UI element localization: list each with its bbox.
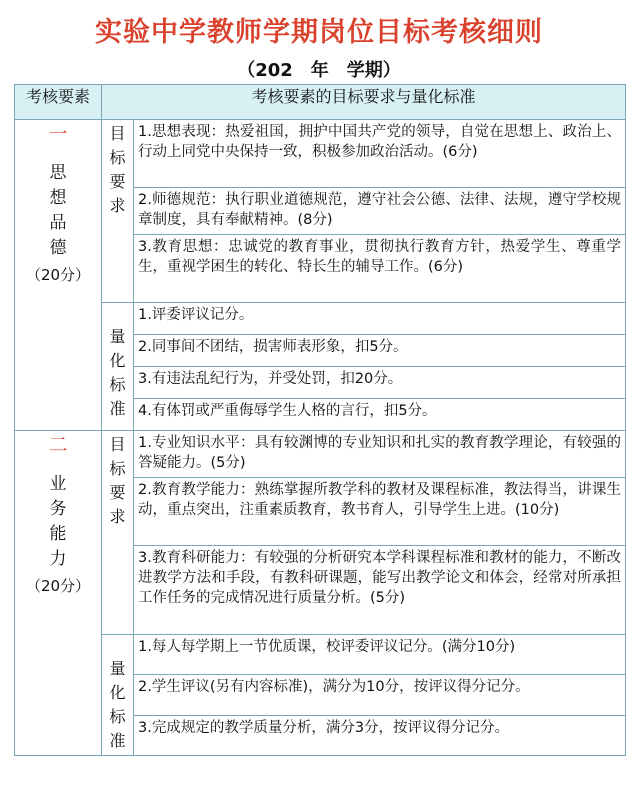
- target-item: 2.教育教学能力：熟练掌握所教学科的教材及课程标准，教法得当，讲课生动，重点突出，注重素质教育，教书育人，引导学生上进。(10分): [134, 478, 626, 546]
- quant-item: 1.评委评议记分。: [134, 303, 626, 335]
- category-name: 业 务 能 力: [49, 474, 67, 569]
- quant-item: 3.完成规定的教学质量分析，满分3分，按评议得分记分。: [134, 715, 626, 755]
- quant-label-cell: 量 化 标 准: [102, 635, 134, 756]
- target-item: 2.师德规范：执行职业道德规范，遵守社会公德、法律、法规，遵守学校规章制度，具有奉献精神。(8分): [134, 188, 626, 235]
- category-number: 一: [48, 123, 68, 145]
- quant-item: 1.每人每学期上一节优质课，校评委评议记分。(满分10分): [134, 635, 626, 675]
- target-item: 3.教育思想：忠诚党的教育事业，贯彻执行教育方针，热爱学生、尊重学生，重视学困生的转化、特长生的辅导工作。(6分): [134, 235, 626, 303]
- target-item: 1.思想表现：热爱祖国，拥护中国共产党的领导，自觉在思想上、政治上、行动上同党中央保持一致，积极参加政治活动。(6分): [134, 120, 626, 188]
- quant-label-cell: 量 化 标 准: [102, 303, 134, 431]
- document-subtitle: （202 年 学期）: [237, 60, 401, 81]
- category-cell-1: [15, 120, 102, 431]
- table-row: [15, 635, 626, 675]
- table-row: [15, 120, 626, 188]
- document-title: 实验中学教师学期岗位目标考核细则: [95, 17, 543, 48]
- category-score: （20分）: [25, 577, 91, 595]
- table-header-row: [15, 85, 626, 120]
- target-item: 3.教育科研能力：有较强的分析研究本学科课程标准和教材的能力，不断改进教学方法和手段，有教科研课题，能写出教学论文和体会，经常对所承担工作任务的完成情况进行质量分析。(5分): [134, 546, 626, 635]
- category-number: 二: [48, 434, 68, 456]
- quant-item: 2.学生评议(另有内容标准)，满分为10分，按评议得分记分。: [134, 675, 626, 715]
- quant-item: 2.同事间不团结，损害师表形象，扣5分。: [134, 335, 626, 367]
- header-element: 考核要素: [15, 85, 102, 120]
- table-row: [15, 431, 626, 478]
- target-label-cell: 目 标 要 求: [102, 431, 134, 635]
- table-row: [15, 303, 626, 335]
- target-label-cell: 目 标 要 求: [102, 120, 134, 303]
- header-standard: 考核要素的目标要求与量化标准: [102, 85, 626, 120]
- category-name: 思 想 品 德: [49, 163, 67, 258]
- quant-item: 3.有违法乱纪行为，并受处罚，扣20分。: [134, 367, 626, 399]
- quant-item: 4.有体罚或严重侮辱学生人格的言行，扣5分。: [134, 399, 626, 431]
- category-cell-2: [15, 431, 102, 756]
- assessment-table: [14, 84, 626, 756]
- category-score: （20分）: [25, 266, 91, 284]
- target-item: 1.专业知识水平：具有较渊博的专业知识和扎实的教育教学理论，有较强的答疑能力。(5分): [134, 431, 626, 478]
